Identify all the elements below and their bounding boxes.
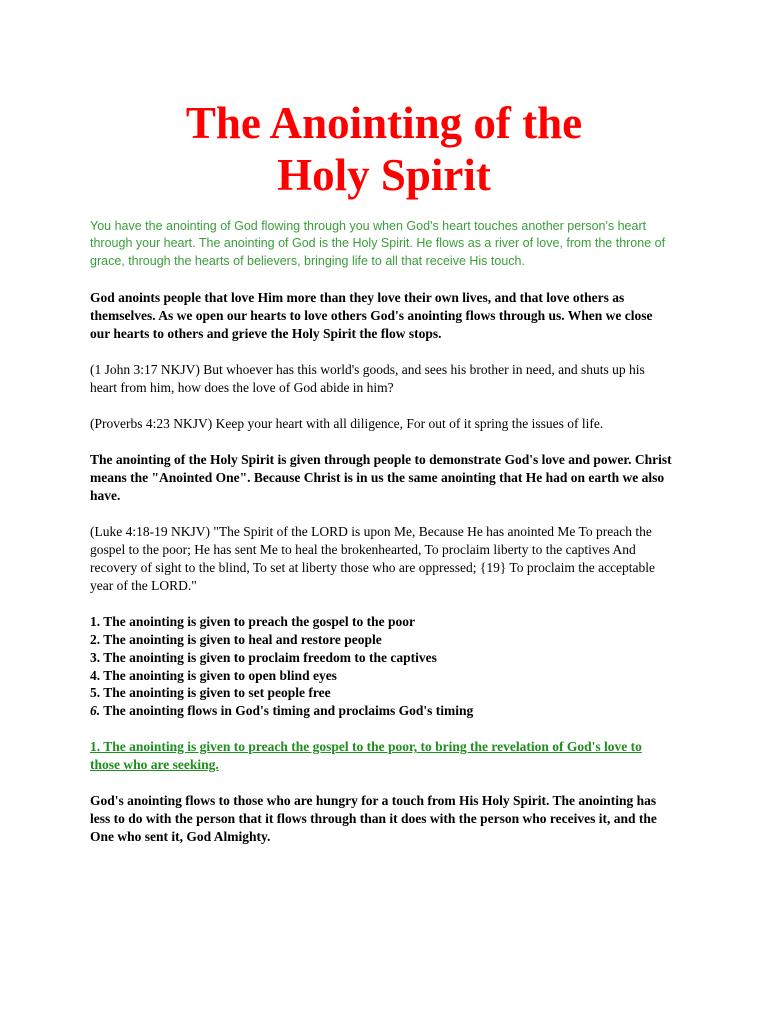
section-heading-link[interactable]: 1. The anointing is given to preach the gospel to the poor, to bring the revelation of God's love to those who are seeking. [90,739,642,772]
paragraph-christ-anointed: The anointing of the Holy Spirit is given through people to demonstrate God's love and power. Christ means the "Anointed One". Because Christ is in us the same anointing that He had on earth we also have. [90,452,672,504]
list-item [90,684,674,702]
list-item [90,702,674,720]
list-item-text: The anointing is given to preach the gospel to the poor [103,614,416,630]
list-item-number: 5. [90,685,101,701]
intro-paragraph: You have the anointing of God flowing through you when God's heart touches another person's heart through your heart. The anointing of God is the Holy Spirit. He flows as a river of love, from the throne of grace, through the hearts of believers, bringing life to all that receive His touch. [90,219,666,268]
verse-proverbs: (Proverbs 4:23 NKJV) Keep your heart with all diligence, For out of it spring the issues of life. [90,416,604,432]
verse-luke: (Luke 4:18-19 NKJV) "The Spirit of the LORD is upon Me, Because He has anointed Me To preach the gospel to the poor; He has sent Me to heal the brokenhearted, To proclaim liberty to the captives And recovery of sight to the blind, To set at liberty those who are oppressed; {19} To proclaim the acceptable year of the LORD." [90,524,656,594]
list-item [90,667,674,685]
list-item-number: 1. [90,614,101,630]
list-item-number: 2. [90,632,101,648]
verse-1-john: (1 John 3:17 NKJV) But whoever has this world's goods, and sees his brother in need, and shuts up his heart from him, how does the love of God abide in him? [90,362,645,396]
list-item-text: The anointing flows in God's timing and proclaims God's timing [103,703,474,719]
list-item [90,631,674,649]
list-item-text: The anointing is given to open blind eyes [103,667,337,683]
title-line-1: The Anointing of the [185,98,583,148]
list-item-text: The anointing is given to set people free [103,685,331,701]
closing-paragraph: God's anointing flows to those who are hungry for a touch from His Holy Spirit. The anointing has less to do with the person that it flows through than it does with the person who receives it, and the One who sent it, God Almighty. [90,793,657,844]
list-item [90,613,674,631]
title-line-2: Holy Spirit [277,150,491,200]
list-item [90,649,674,667]
list-item-text: The anointing is given to heal and restore people [103,632,382,648]
document-body [90,218,674,864]
paragraph-god-anoints: God anoints people that love Him more than they love their own lives, and that love others as themselves. As we open our hearts to love others God's anointing flows through us. When we close our hearts to others and grieve the Holy Spirit the flow stops. [90,290,653,342]
list-item-number: 4. [90,667,101,683]
list-item-number: 3. [90,649,101,665]
anointing-list [90,613,674,720]
list-item-number: 6. [90,703,101,719]
list-item-text: The anointing is given to proclaim freedom to the captives [103,649,437,665]
document-title [0,97,768,201]
